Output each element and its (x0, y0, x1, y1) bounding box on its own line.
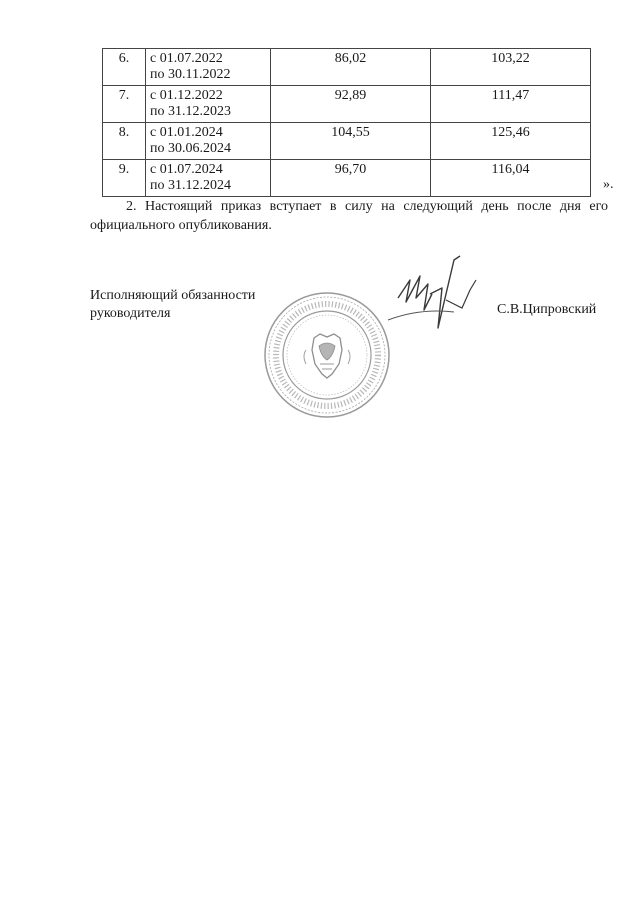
period-cell (146, 86, 271, 123)
closing-quote: ». (603, 177, 614, 192)
handwritten-signature (380, 250, 490, 340)
period-from: с 01.01.2024 (150, 125, 223, 140)
period-cell (146, 49, 271, 86)
table-row (103, 49, 591, 86)
period-to: по 30.06.2024 (150, 141, 231, 156)
row-number: 8. (103, 123, 146, 160)
row-number: 9. (103, 160, 146, 197)
value-cell-2: 111,47 (431, 86, 591, 123)
period-cell (146, 123, 271, 160)
value-cell-2: 125,46 (431, 123, 591, 160)
value-cell-2: 103,22 (431, 49, 591, 86)
period-to: по 31.12.2023 (150, 104, 231, 119)
value-cell-1: 104,55 (271, 123, 431, 160)
period-cell (146, 160, 271, 197)
row-number: 6. (103, 49, 146, 86)
row-number: 7. (103, 86, 146, 123)
value-cell-2: 116,04 (431, 160, 591, 197)
effective-date-paragraph: 2. Настоящий приказ вступает в силу на следующий день после дня его официального опубликования. (90, 199, 608, 233)
period-from: с 01.07.2022 (150, 51, 223, 66)
table-row (103, 123, 591, 160)
period-to: по 31.12.2024 (150, 178, 231, 193)
value-cell-1: 96,70 (271, 160, 431, 197)
table-row (103, 160, 591, 197)
signer-title-line-2: руководителя (90, 306, 171, 321)
period-from: с 01.12.2022 (150, 88, 223, 103)
value-cell-1: 86,02 (271, 49, 431, 86)
official-seal-stamp (262, 290, 392, 420)
signer-name: С.В.Ципровский (497, 302, 597, 317)
signer-title-line-1: Исполняющий обязанности (90, 288, 256, 303)
tariff-table (102, 48, 591, 197)
period-from: с 01.07.2024 (150, 162, 223, 177)
signer-title (90, 287, 255, 323)
value-cell-1: 92,89 (271, 86, 431, 123)
period-to: по 30.11.2022 (150, 67, 231, 82)
table-row (103, 86, 591, 123)
